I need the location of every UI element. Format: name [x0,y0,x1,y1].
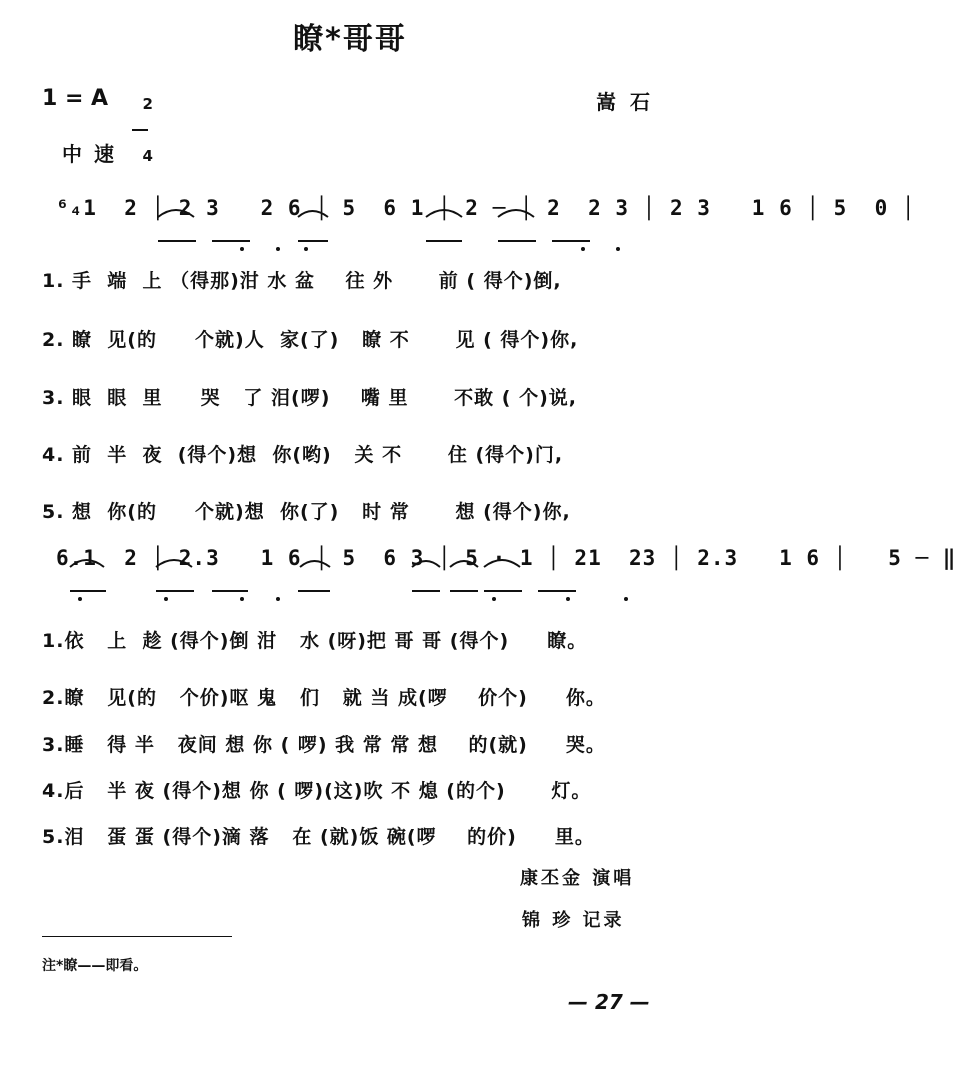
verse-b-1: 1.依 上 趁 (得个)倒 泔 水 (呀)把 哥 哥 (得个) 瞭。 [42,630,588,652]
meter-bar [132,129,148,131]
meter-bottom: 4 [142,147,153,165]
time-signature [132,80,153,165]
verse-a-1: 1. 手 端 上 （得那)泔 水 盆 往 外 前 ( 得个)倒, [42,270,562,292]
score-line-1-notes: ⁶₄1 2 │ 2 3 2 6 │ 5 6 1 │ 2 ─ │ 2 2 3 │ 2 3 1 6 │ 5 0 │ [56,196,916,220]
tempo-marking: 中速 [62,142,126,166]
score-line-1 [56,178,916,238]
page-number: — 27 — [568,990,650,1014]
footnote-rule [42,936,232,937]
singer-credit: 康丕金 演唱 [520,868,635,889]
score-line-2 [56,528,956,588]
verse-a-3: 3. 眼 眼 里 哭 了 泪(啰) 嘴 里 不敢 ( 个)说, [42,387,577,409]
score-line-2-notes: 6.1 2 │ 2.3 1 6 │ 5 6 3 │ 5 · 1 │ 21 23 │ 2.3 1 6 │ 5 ─ ‖ [56,546,956,570]
verse-b-2: 2.瞭 见(的 个价)呕 鬼 们 就 当 成(啰 价个) 你。 [42,687,606,709]
verse-b-4: 4.后 半 夜 (得个)想 你 ( 啰)(这)吹 不 熄 (的个) 灯。 [42,780,592,802]
meter-top: 2 [142,95,153,113]
region-label: 嵩石 [596,90,664,114]
recorder-credit: 锦 珍 记录 [522,910,625,931]
verse-a-5: 5. 想 你(的 个就)想 你(了) 时 常 想 (得个)你, [42,501,571,523]
verse-a-4: 4. 前 半 夜 (得个)想 你(哟) 关 不 住 (得个)门, [42,444,564,466]
verse-b-5: 5.泪 蛋 蛋 (得个)滴 落 在 (就)饭 碗(啰 的价) 里。 [42,826,595,848]
verse-a-2: 2. 瞭 见(的 个就)人 家(了) 瞭 不 见 ( 得个)你, [42,329,579,351]
footnote: 注*瞭——即看。 [42,958,148,974]
verse-b-3: 3.睡 得 半 夜间 想 你 ( 啰) 我 常 常 想 的(就) 哭。 [42,734,606,756]
key-signature: 1 = A [42,86,109,111]
song-title: 瞭*哥哥 [293,22,407,57]
